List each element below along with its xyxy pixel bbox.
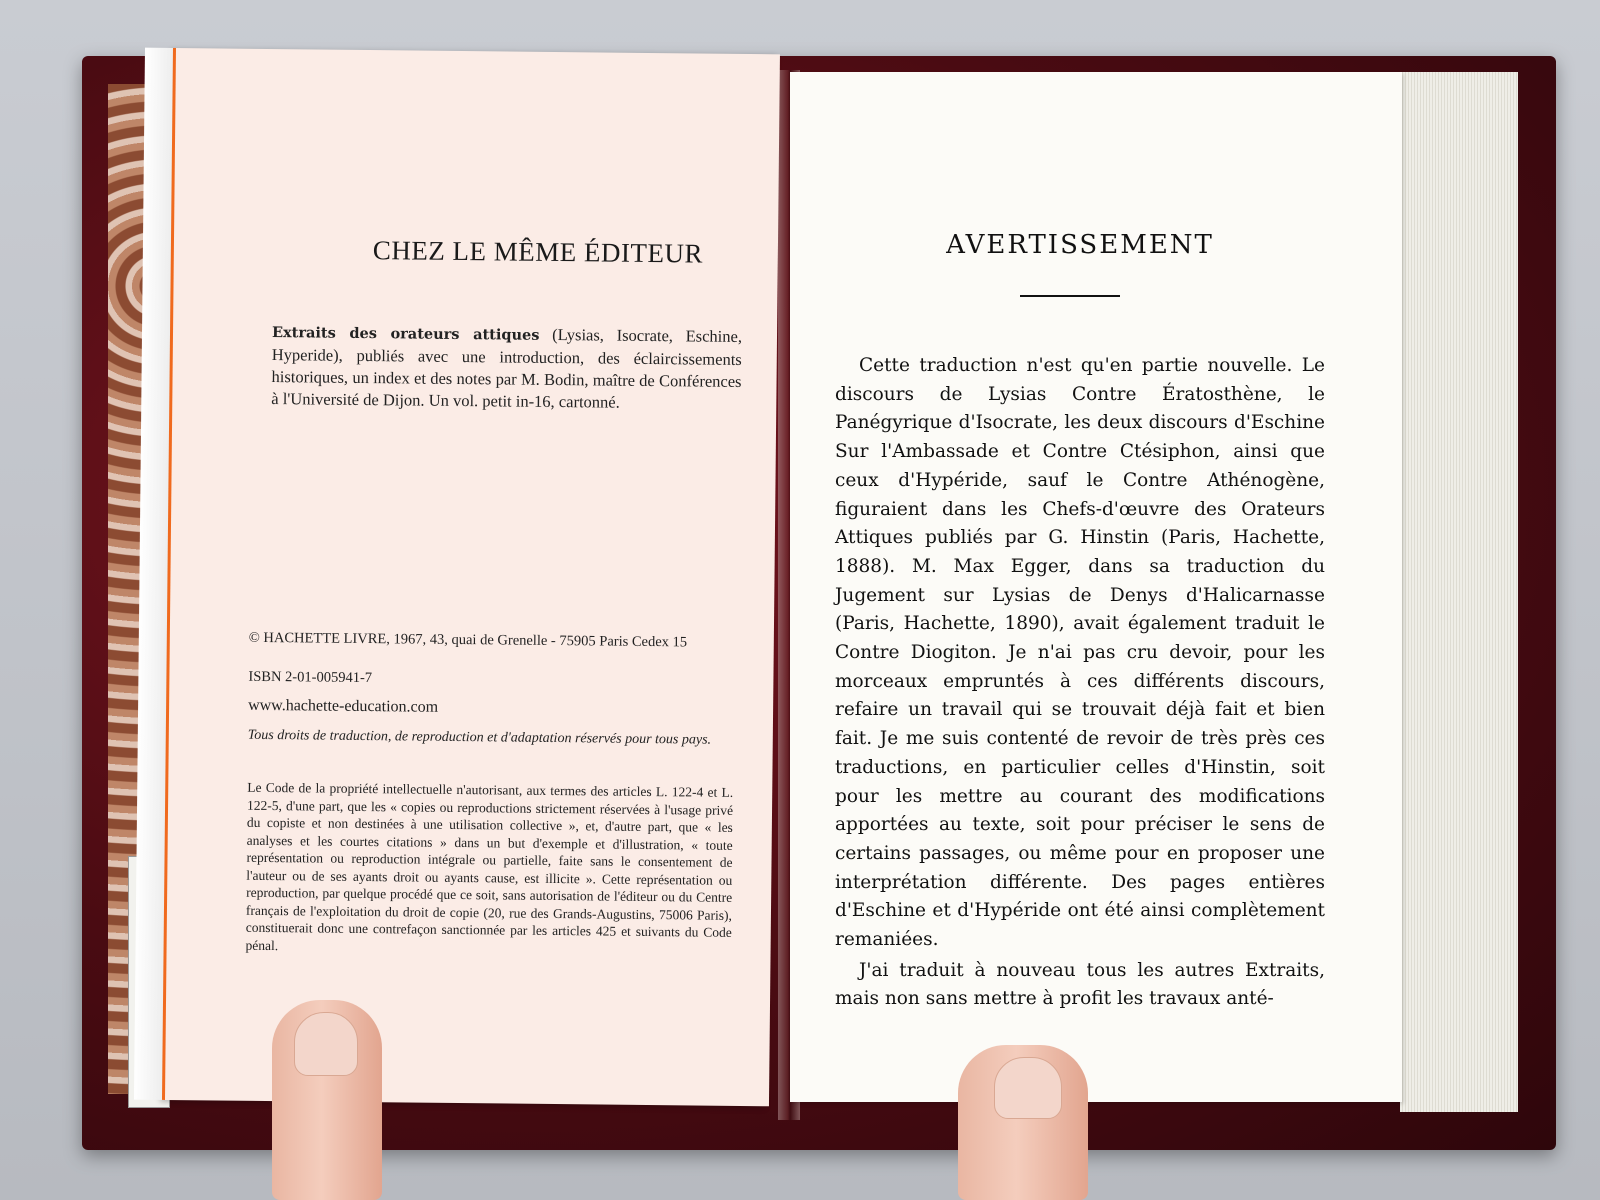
right-page-title: AVERTISSEMENT: [946, 230, 1214, 260]
left-thumb: [272, 1000, 382, 1200]
paragraph: Cette traduction n'est qu'en partie nouvelle. Le discours de Lysias Contre Ératosthène, le Panégyrique d'Isocrate, les deux discours d'Eschine Sur l'Ambassade et Contre Ctésiphon, ainsi que ceux d'Hypéride, sauf le Contre Athénogène, figuraient dans les Chefs-d'œuvre des Orateurs Attiques publiés par G. Hinstin (Paris, Hachette, 1888). M. Max Egger, dans sa traduction du Jugement sur Lysias de Denys d'Halicarnasse (Paris, Hachette, 1890), avait également traduit le Contre Diogiton. Je n'ai pas cru devoir, pour les morceaux empruntés à ces différents discours, refaire un travail qui se trouvait déjà fait et bien fait. Je me suis contenté de revoir de très près ces traductions, en particulier celles d'Hinstin, soit pour les mettre au courant des modifications apportées au texte, soit pour préciser le sens de certains passages, ou même pour en proposer une interprétation différente. Des pages entières d'Eschine et d'Hypéride ont été ainsi complètement remaniées.: [835, 355, 1325, 951]
isbn: ISBN 2-01-005941-7: [248, 668, 373, 687]
rights-notice: Tous droits de traduction, de reproduction et d'adaptation réservés pour tous pays.: [247, 727, 712, 748]
thumbnail-nail: [994, 1057, 1062, 1119]
blurb-text: (Lysias, Isocrate, Eschine, Hyperide), publiés avec une introduction, des éclaircissements historiques, un index et des notes par M. Bodin, maître de Conférences à l'Université de Dijon. Un vol. petit in-16, cartonné.: [271, 324, 743, 412]
right-thumb: [958, 1045, 1088, 1200]
legal-notice: Le Code de la propriété intellectuelle n'autorisant, aux termes des articles L. 122-4 et L. 122-5, d'une part, que les « copies ou reproductions strictement réservées à l'usage privé du copiste et non destinées à une utilisation collective », et, d'autre part, que « les analyses et les courtes citations » dans un but d'exemple et d'illustration, « toute représentation ou reproduction intégrale ou partielle, faite sans le consentement de l'auteur ou de ses ayants droit ou ayants cause, est illicite ». Cette représentation ou reproduction, par quelque procédé que ce soit, sans autorisation de l'éditeur ou du Centre français de l'exploitation du droit de copie (20, rue des Grands-Augustins, 75006 Paris), constituerait donc une contrefaçon sanctionnée par les articles 425 et suivants du Code pénal.: [245, 779, 734, 953]
publisher-blurb: [271, 321, 742, 415]
blurb-title: Extraits des orateurs attiques: [271, 324, 540, 344]
left-page: [164, 48, 780, 1106]
body-text: [835, 352, 1325, 1014]
left-page-title: CHEZ LE MÊME ÉDITEUR: [372, 235, 704, 269]
paragraph: J'ai traduit à nouveau tous les autres Extraits, mais non sans mettre à profit les travaux anté-: [835, 959, 1325, 1010]
right-page: [790, 72, 1402, 1102]
copyright-line: © HACHETTE LIVRE, 1967, 43, quai de Grenelle - 75905 Paris Cedex 15: [248, 629, 688, 651]
thumbnail-nail: [294, 1012, 358, 1076]
website: www.hachette-education.com: [248, 696, 439, 716]
page-edges: [1400, 72, 1518, 1112]
title-rule: [1020, 295, 1120, 297]
